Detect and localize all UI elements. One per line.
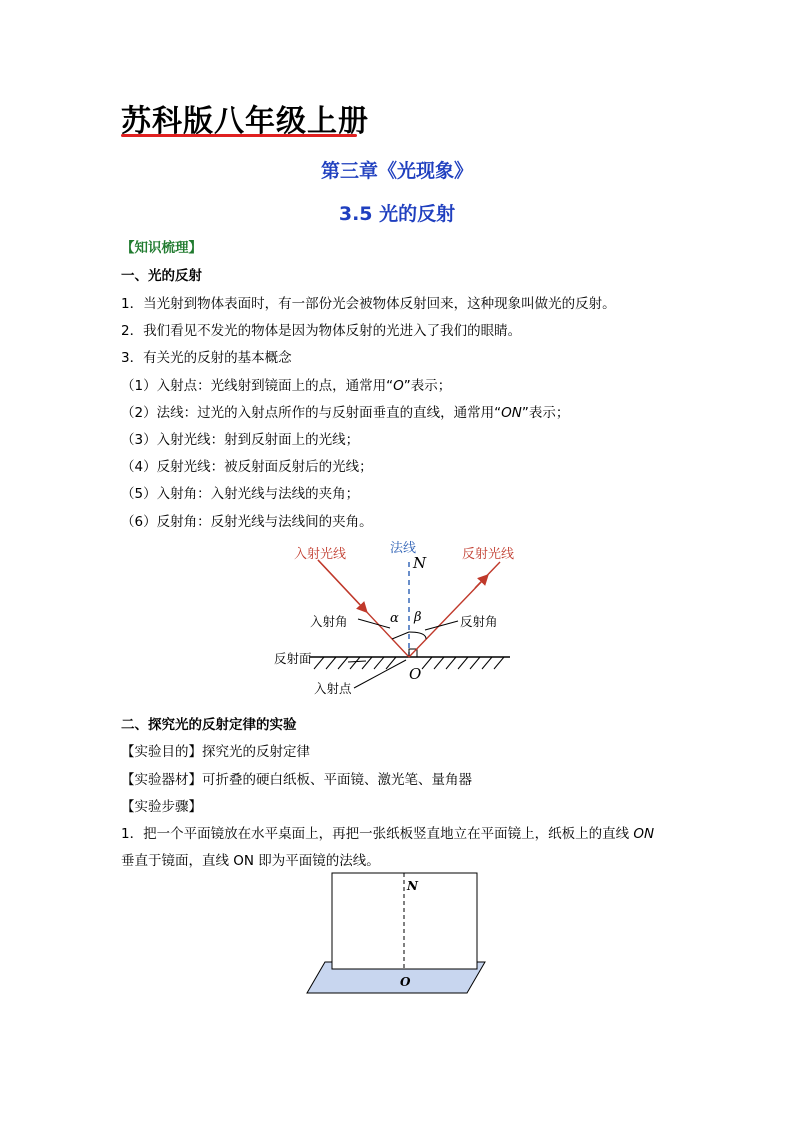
reflected-angle-label: 反射角 — [460, 614, 498, 629]
normal-label: 法线 — [390, 541, 417, 556]
label-O: O — [409, 665, 422, 683]
step-1-symbol: ON — [633, 826, 655, 842]
label-N: N — [413, 554, 427, 572]
concept-5: （5）入射角：入射光线与法线的夹角； — [121, 486, 360, 502]
board-label-N: N — [407, 879, 418, 893]
concept-3: （3）入射光线：射到反射面上的光线； — [121, 432, 360, 448]
reflected-ray-label: 反射光线 — [462, 547, 515, 562]
title-underline — [121, 134, 357, 137]
beta-label: β — [414, 610, 422, 625]
concept-2-prefix: （2）法线：过光的入射点所作的与反射面垂直的直线，通常用“ — [121, 405, 502, 421]
purpose-line — [121, 740, 310, 760]
concept-2-suffix: ”表示； — [521, 405, 570, 421]
paragraph-1: 1．当光射到物体表面时，有一部份光会被物体反射回来，这种现象叫做光的反射。 — [121, 296, 616, 312]
reflection-diagram — [270, 538, 520, 700]
step-1-text: 1．把一个平面镜放在水平桌面上，再把一张纸板竖直地立在平面镜上，纸板上的直线 — [121, 826, 634, 842]
concept-1-suffix: ”表示； — [403, 378, 452, 394]
paragraph-2: 2．我们看见不发光的物体是因为物体反射的光进入了我们的眼睛。 — [121, 323, 522, 339]
knowledge-tag: 【知识梳理】 — [121, 240, 202, 256]
reflected-ray-tail — [475, 562, 500, 588]
concept-6: （6）反射角：反射光线与法线间的夹角。 — [121, 514, 373, 530]
part2-heading: 二、探究光的反射定律的实验 — [121, 717, 297, 733]
incident-ray-arrow — [318, 560, 364, 609]
incident-point-leader — [354, 660, 406, 688]
surface-leader — [348, 661, 366, 662]
main-title: 苏科版八年级上册 — [121, 104, 369, 139]
chapter-title: 第三章《光现象》 — [320, 160, 473, 182]
concept-1-prefix: （1）入射点：光线射到镜面上的点，通常用“ — [121, 378, 394, 394]
board-mirror-diagram — [305, 868, 490, 998]
paragraph-3: 3．有关光的反射的基本概念 — [121, 350, 292, 366]
concept-2-symbol: ON — [501, 405, 522, 421]
equipment-line — [121, 768, 472, 788]
concept-1-symbol: O — [393, 378, 404, 394]
equipment-tag: 【实验器材】 — [121, 772, 202, 788]
step-1-line-b: 垂直于镜面，直线 ON 即为平面镜的法线。 — [121, 853, 380, 869]
concept-4: （4）反射光线：被反射面反射后的光线； — [121, 459, 373, 475]
incident-ray-label: 入射光线 — [294, 547, 347, 562]
board-label-O: O — [400, 975, 411, 989]
surface-label: 反射面 — [274, 651, 312, 666]
beta-arc — [409, 632, 426, 639]
section-title: 3.5 光的反射 — [338, 203, 456, 225]
concept-2 — [121, 401, 569, 421]
concept-1 — [121, 374, 451, 394]
purpose-tag: 【实验目的】 — [121, 744, 202, 760]
alpha-arc — [392, 632, 409, 639]
purpose-text: 探究光的反射定律 — [202, 744, 310, 760]
part1-heading: 一、光的反射 — [121, 268, 202, 284]
alpha-label: α — [390, 611, 399, 626]
equipment-text: 可折叠的硬白纸板、平面镜、激光笔、量角器 — [202, 772, 472, 788]
incident-angle-label: 入射角 — [310, 614, 348, 629]
step-1-line-a — [121, 822, 654, 842]
steps-tag: 【实验步骤】 — [121, 799, 202, 815]
incident-point-label: 入射点 — [314, 681, 352, 696]
